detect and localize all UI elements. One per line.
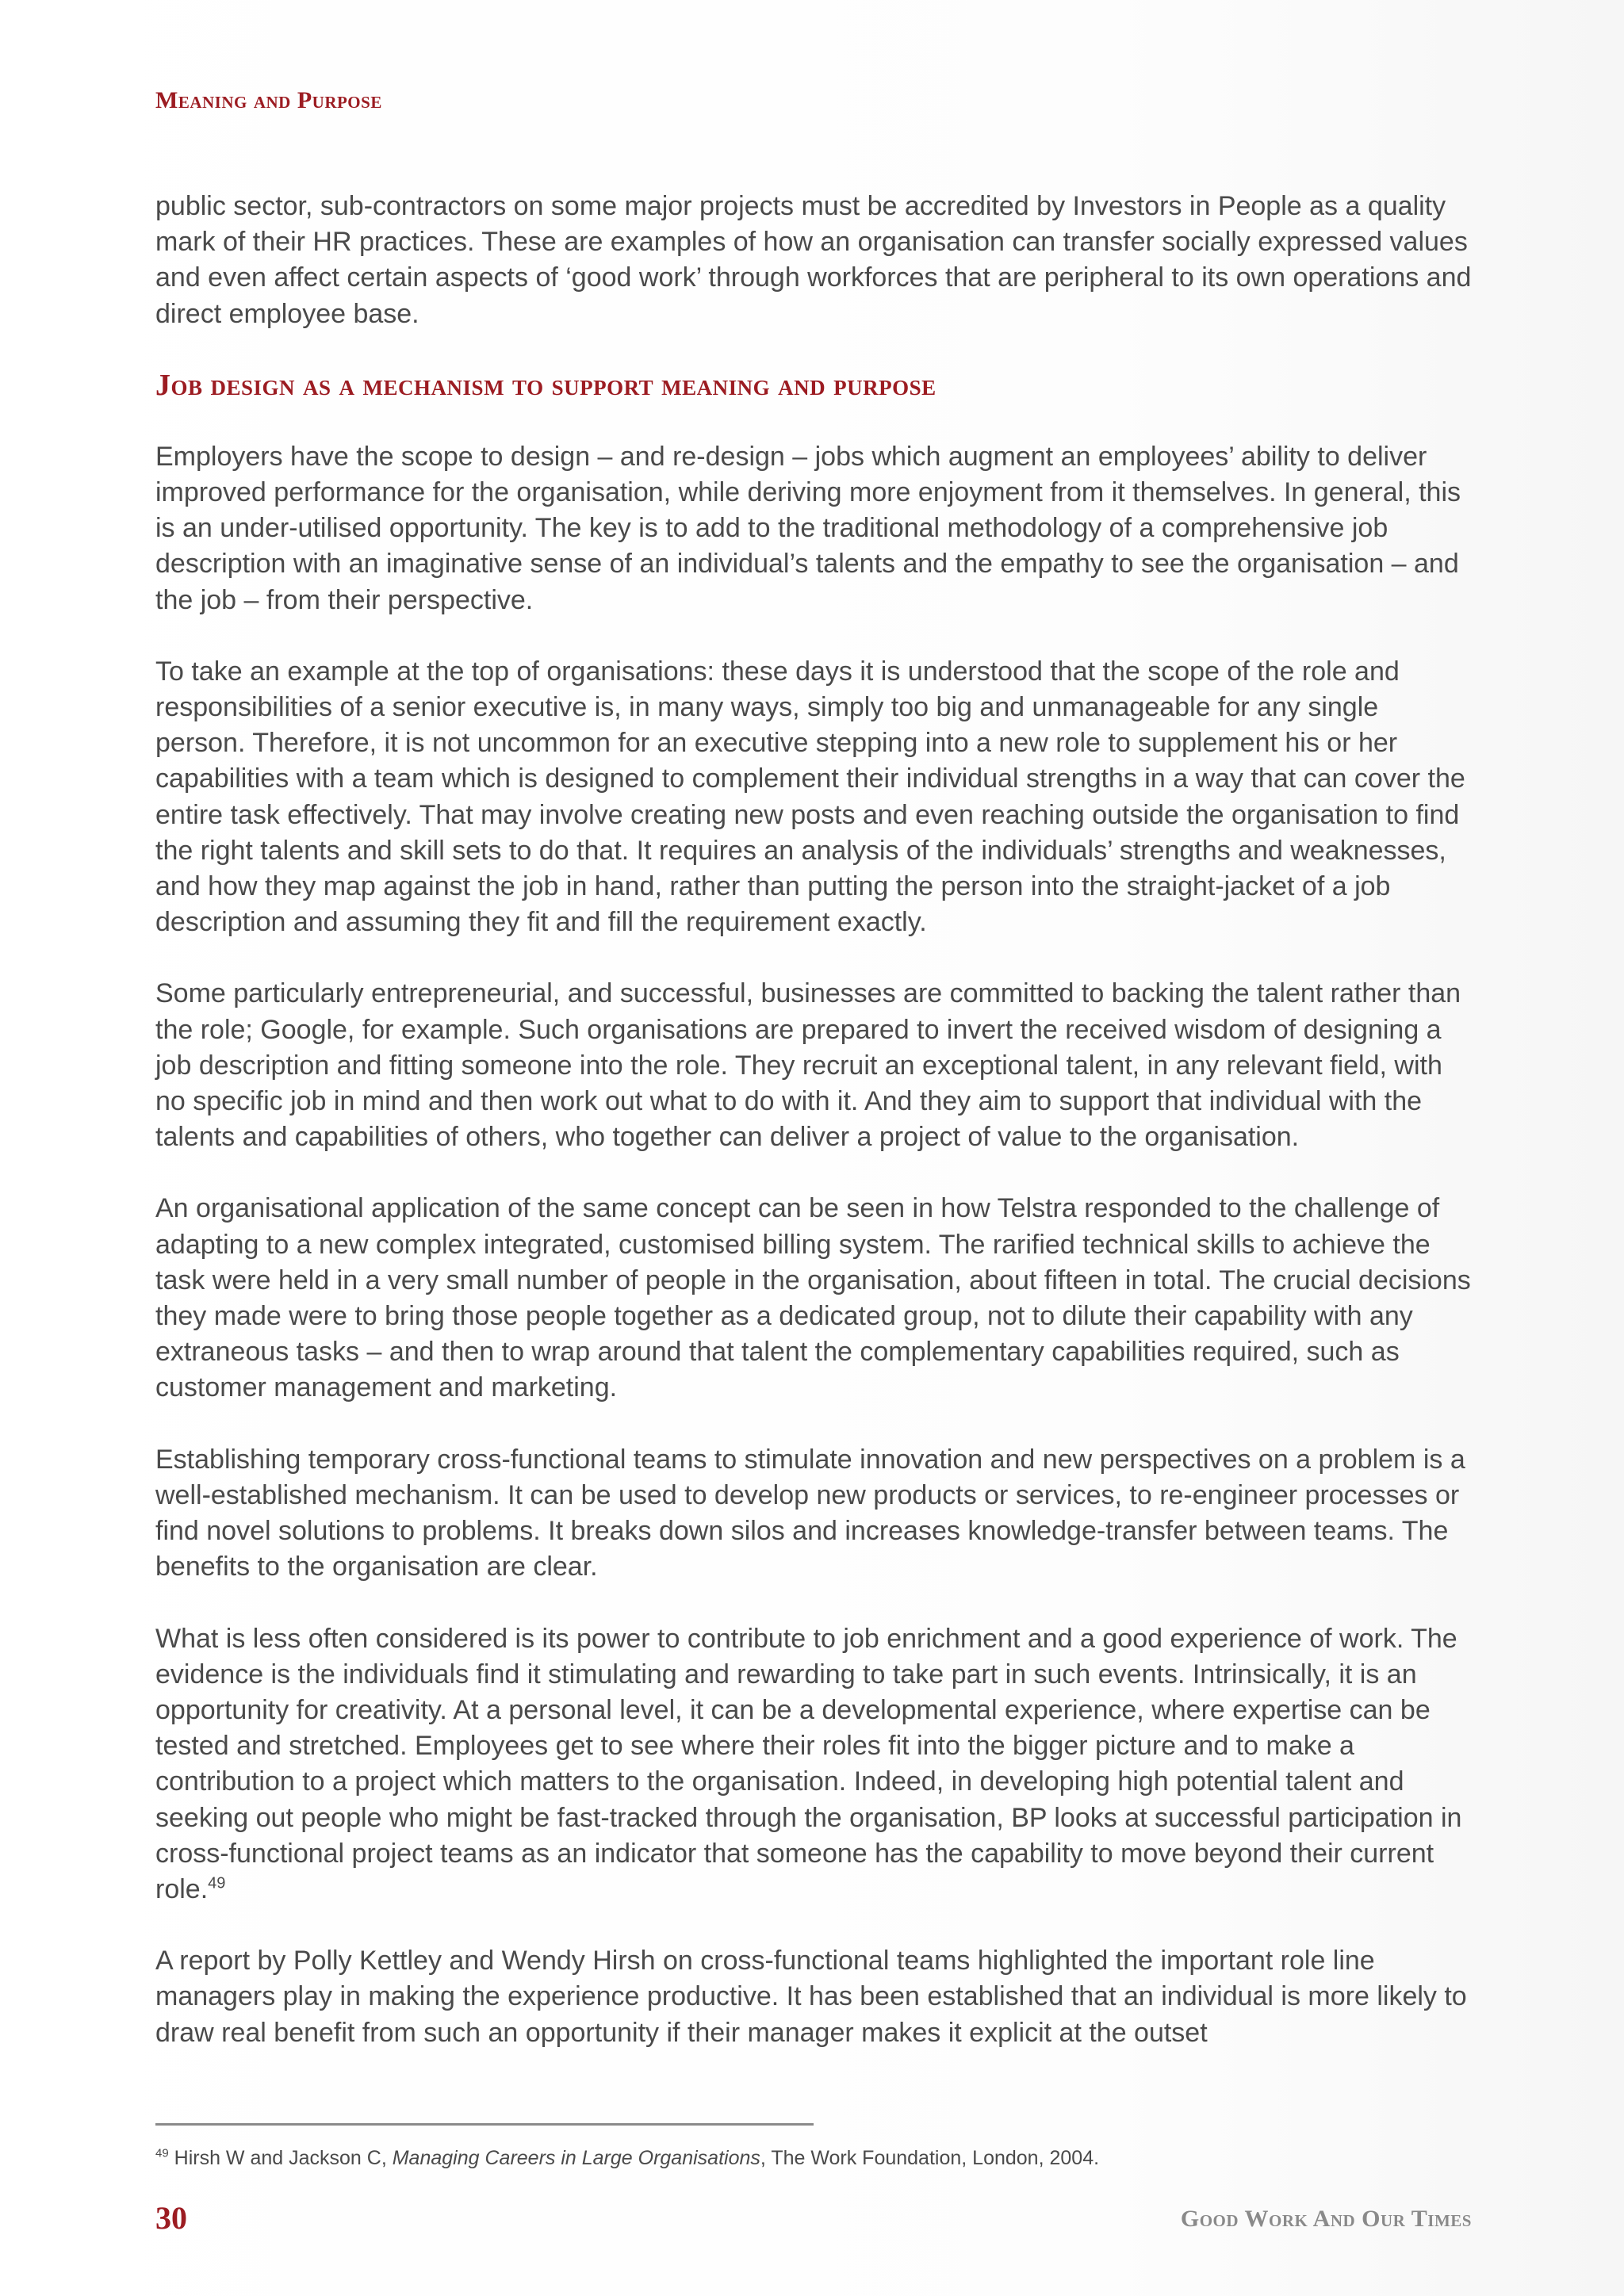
paragraph-intro: public sector, sub-contractors on some major projects must be accredited by Investors in People as a quality mark of their HR practices. These are examples of how an organisation can transfer socially expressed values and even affect certain aspects of ‘good work’ through workforces that are peripheral to its own operations and direct employee base. bbox=[155, 191, 1472, 329]
footnote-title: Managing Careers in Large Organisations bbox=[392, 2147, 760, 2169]
running-head: Meaning and Purpose bbox=[155, 87, 382, 113]
footnote-authors: Hirsh W and Jackson C, bbox=[174, 2147, 393, 2169]
paragraph-cross-functional-teams: Establishing temporary cross-functional teams to stimulate innovation and new perspectives on a problem is a well-established mechanism. It can be used to develop new products or services, to re-engineer processes or find novel solutions to problems. It breaks down silos and increases knowledge-transfer between teams. The benefits to the organisation are clear. bbox=[155, 1444, 1465, 1582]
paragraph-senior-executive: To take an example at the top of organisations: these days it is understood that the scope of the role and responsibilities of a senior executive is, in many ways, simply too big and unmanageable for any single person. Therefore, it is not uncommon for an executive stepping into a new role to supplement his or her capabilities with a team which is designed to complement their individual strengths in a way that can cover the entire task effectively. That may involve creating new posts and even reaching outside the organisation to find the right talents and skill sets to do that. It requires an analysis of the individuals’ strengths and weaknesses, and how they map against the job in hand, rather than putting the person into the straight-jacket of a job description and assuming they fit and fill the requirement exactly. bbox=[155, 656, 1465, 938]
paragraph-kettley-hirsh: A report by Polly Kettley and Wendy Hirsh on cross-functional teams highlighted the important role line managers play in making the experience productive. It has been established that an individual is more likely to draw real benefit from such an opportunity if their manager makes it explicit at the outset bbox=[155, 1946, 1467, 2048]
running-foot: Good Work And Our Times bbox=[1180, 2206, 1472, 2232]
footnote-reference[interactable]: 49 bbox=[208, 1874, 226, 1892]
paragraph-job-enrichment-text: What is less often considered is its power to contribute to job enrichment and a good experience of work. The evidence is the individuals find it stimulating and rewarding to take part in such events. Intrinsically, it is an opportunity for creativity. At a personal level, it can be a developmental experience, where expertise can be tested and stretched. Employees get to see where their roles fit into the bigger picture and to make a contribution to a project which matters to the organisation. Indeed, in developing high potential talent and seeking out people who might be fast-tracked through the organisation, BP looks at successful participation in cross-functional project teams as an indicator that someone has the capability to move beyond their current role. bbox=[155, 1623, 1462, 1904]
footnote-divider bbox=[155, 2123, 814, 2126]
footnote-publisher: , The Work Foundation, London, 2004. bbox=[760, 2147, 1100, 2169]
footnote bbox=[155, 2145, 1472, 2171]
footnote-number: 49 bbox=[155, 2146, 169, 2160]
body-text bbox=[155, 189, 1472, 2087]
page-number: 30 bbox=[155, 2200, 187, 2236]
section-heading: Job design as a mechanism to support meaning and purpose bbox=[155, 368, 936, 402]
paragraph-job-enrichment bbox=[155, 1621, 1472, 1908]
paragraph-telstra: An organisational application of the same concept can be seen in how Telstra responded to the challenge of adapting to a new complex integrated, customised billing system. The rarified technical skills to achieve the task were held in a very small number of people in the organisation, about fifteen in total. The crucial decisions they made were to bring those people together as a dedicated group, not to dilute their capability with any extraneous tasks – and then to wrap around that talent the complementary capabilities required, such as customer management and marketing. bbox=[155, 1193, 1471, 1403]
paragraph-backing-talent: Some particularly entrepreneurial, and successful, businesses are committed to backing the talent rather than the role; Google, for example. Such organisations are prepared to invert the received wisdom of designing a job description and fitting someone into the role. They recruit an exceptional talent, in any relevant field, with no specific job in mind and then work out what to do with it. And they aim to support that individual with the talents and capabilities of others, who together can deliver a project of value to the organisation. bbox=[155, 978, 1461, 1153]
paragraph-job-design: Employers have the scope to design – and re-design – jobs which augment an employees’ ability to deliver improved performance for the organisation, while deriving more enjoyment from it themselves. In general, this is an under-utilised opportunity. The key is to add to the traditional methodology of a comprehensive job description with an imaginative sense of an individual’s talents and the empathy to see the organisation – and the job – from their perspective. bbox=[155, 441, 1461, 615]
